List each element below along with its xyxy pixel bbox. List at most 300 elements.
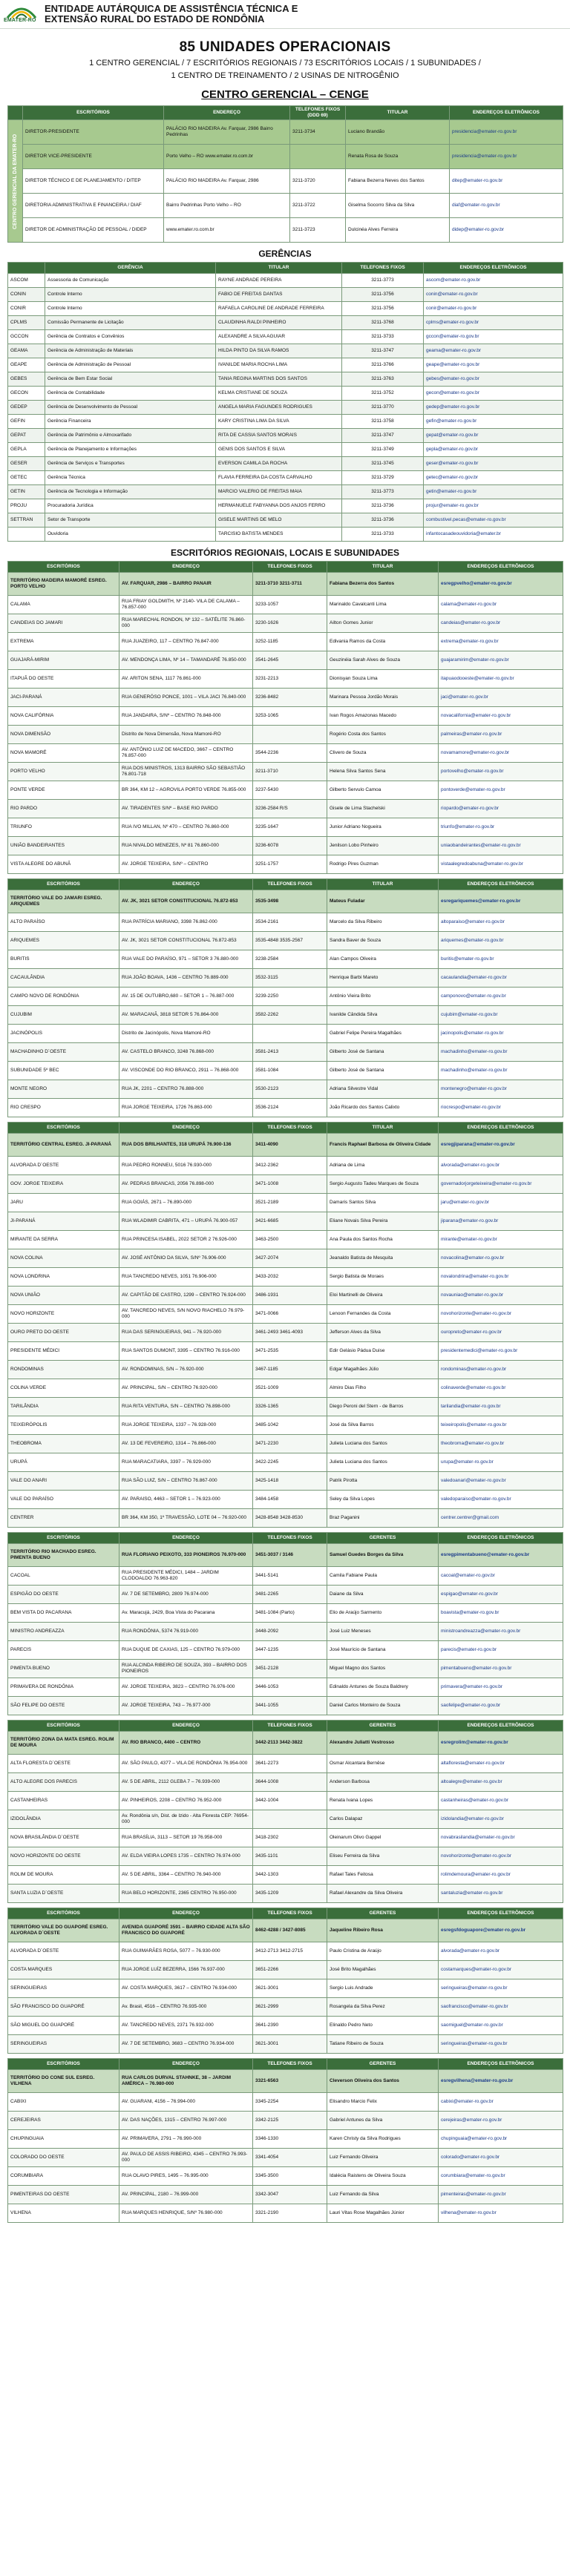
gerencia-holder: IVANILDE MARIA ROCHA LIMA: [216, 358, 342, 372]
local-office-address: RUA OLAVO PIRES, 1495 – 76.995-000: [119, 2167, 253, 2186]
gerencia-email: getec@emater-ro.gov.br: [424, 471, 563, 485]
gerencia-name: Controle Interno: [45, 302, 216, 316]
gerencia-holder: ANGELA MARIA FAGUNDES RODRIGUES: [216, 401, 342, 415]
gerencia-phone: 3211-3745: [342, 457, 424, 471]
regional-header-col: GERENTES: [327, 1533, 439, 1544]
regional-header-col: TELEFONES FIXOS: [253, 879, 327, 890]
local-office-phone: 3233-1057: [253, 596, 327, 614]
local-office-office: PIMENTEIRAS DO OESTE: [8, 2186, 119, 2204]
regional-office-holder: Cleverson Oliveira dos Santos: [327, 2070, 439, 2093]
gerencia-email: combustivel.pecas@emater-ro.gov.br: [424, 513, 563, 528]
local-office-email: camponovo@emater-ro.gov.br: [439, 988, 563, 1006]
local-office-office: SUBUNIDADE 5º BEC: [8, 1062, 119, 1080]
gerencia-row: [8, 274, 563, 288]
local-office-row: [8, 744, 563, 763]
local-office-row: [8, 932, 563, 950]
gerencia-row: [8, 485, 563, 499]
local-office-row: [8, 1212, 563, 1231]
local-office-row: [8, 1586, 563, 1604]
regional-header-col: TITULAR: [327, 1123, 439, 1134]
local-office-row: [8, 670, 563, 689]
gerencia-row: [8, 513, 563, 528]
cenge-holder: Giselma Socorro Silva da Silva: [346, 194, 450, 218]
local-office-email: alvorada@emater-ro.gov.br: [439, 1942, 563, 1961]
local-office-row: [8, 818, 563, 837]
local-office-address: AV. SÃO PAULO, 4377 – VILA DE RONDÔNIA 76.954-000: [119, 1755, 253, 1773]
local-office-row: [8, 1792, 563, 1810]
org-title-line1: ENTIDADE AUTÁRQUICA DE ASSISTÊNCIA TÉCNICA E: [45, 3, 298, 14]
local-office-address: AV. CAPITÃO DE CASTRO, 1299 – CENTRO 76.924-000: [119, 1287, 253, 1305]
regional-office-email: esregariquemes@emater-ro.gov.br: [439, 890, 563, 913]
local-office-email: cerejeiras@emater-ro.gov.br: [439, 2112, 563, 2130]
local-office-office: CACAULÂNDIA: [8, 969, 119, 988]
local-office-holder: Gilberto José de Santana: [327, 1062, 439, 1080]
local-office-email: buritis@emater-ro.gov.br: [439, 950, 563, 969]
local-office-address: AV. JORGE TEIXEIRA, 3823 – CENTRO 76.976-000: [119, 1678, 253, 1697]
local-office-holder: Junior Adriano Nogueira: [327, 818, 439, 837]
local-office-address: RUA RONDÔNIA, 5374 76.919-000: [119, 1623, 253, 1641]
local-office-holder: Gabriel Felipe Pereira Magalhães: [327, 1025, 439, 1043]
local-office-office: CENTRER: [8, 1509, 119, 1528]
local-office-row: [8, 1810, 563, 1829]
local-office-row: [8, 2167, 563, 2186]
local-office-office: URUPÁ: [8, 1453, 119, 1472]
regional-header-col: ESCRITÓRIOS: [8, 1721, 119, 1732]
local-office-row: [8, 689, 563, 707]
local-office-holder: Daniel Carlos Monteiro de Souza: [327, 1697, 439, 1715]
local-office-row: [8, 1678, 563, 1697]
regional-office-phone: 3411-4090: [253, 1134, 327, 1157]
gerencia-phone: 3211-3752: [342, 387, 424, 401]
local-office-holder: Elio de Araújo Sarmento: [327, 1604, 439, 1623]
local-office-phone: 3236-2584 R/S: [253, 800, 327, 818]
local-office-office: BURITIS: [8, 950, 119, 969]
local-office-email: novauniao@emater-ro.gov.br: [439, 1287, 563, 1305]
local-office-office: JARU: [8, 1194, 119, 1212]
local-office-holder: Sandra Baver de Souza: [327, 932, 439, 950]
local-office-row: [8, 651, 563, 670]
local-office-address: AV. DAS NAÇÕES, 1315 – CENTRO 76.997-000: [119, 2112, 253, 2130]
local-office-phone: 3252-1185: [253, 633, 327, 651]
regional-office-email: esregvilhena@emater-ro.gov.br: [439, 2070, 563, 2093]
local-office-row: [8, 1194, 563, 1212]
gerencia-phone: 3211-3749: [342, 443, 424, 457]
units-line1: 1 CENTRO GERENCIAL / 7 ESCRITÓRIOS REGIONAIS / 73 ESCRITÓRIOS LOCAIS / 1 SUBUNIDADES /: [89, 59, 481, 68]
regional-thead: [8, 879, 563, 890]
regional-office-office: TERRITÓRIO CENTRAL ESREG. JI-PARANÁ: [8, 1134, 119, 1157]
local-office-row: [8, 1604, 563, 1623]
cenge-office: DIRETORIA ADMINISTRATIVA E FINANCEIRA / DIAF: [23, 194, 164, 218]
local-office-row: [8, 988, 563, 1006]
local-office-phone: 3467-1185: [253, 1361, 327, 1379]
local-office-email: pimentabueno@emater-ro.gov.br: [439, 1660, 563, 1678]
gerencia-code: GECON: [8, 387, 45, 401]
cenge-email: presidencia@emater-ro.gov.br: [450, 145, 563, 169]
local-office-email: jiparana@emater-ro.gov.br: [439, 1212, 563, 1231]
regional-office-office: TERRITÓRIO VALE DO GUAPORÉ ESREG. ALVORADA D´OESTE: [8, 1919, 119, 1942]
local-office-address: AV. GUARANI, 4156 – 76.994-000: [119, 2093, 253, 2112]
local-office-holder: Gilberto Servulo Camoa: [327, 781, 439, 800]
local-office-email: saomiguel@emater-ro.gov.br: [439, 2017, 563, 2035]
local-office-address: RUA JORGE TEIXEIRA, 1726 76.863-000: [119, 1099, 253, 1117]
org-title: [45, 4, 298, 24]
regional-office-row: [8, 2070, 563, 2093]
regional-office-row: [8, 1919, 563, 1942]
regional-header-col: ENDEREÇOS ELETRÔNICOS: [439, 1721, 563, 1732]
gerencia-phone: 3211-3766: [342, 358, 424, 372]
gerencia-phone: 3211-3756: [342, 302, 424, 316]
local-office-phone: 3441-5141: [253, 1567, 327, 1586]
local-office-office: COLORADO DO OESTE: [8, 2149, 119, 2167]
regional-header-col: ENDEREÇOS ELETRÔNICOS: [439, 1123, 563, 1134]
local-office-row: [8, 1231, 563, 1249]
regional-office-office: TERRITÓRIO ZONA DA MATA ESREG. ROLIM DE MOURA: [8, 1732, 119, 1755]
local-office-office: MACHADINHO D´OESTE: [8, 1043, 119, 1062]
cenge-table: [7, 105, 563, 243]
local-office-holder: Seley da Silva Lopes: [327, 1491, 439, 1509]
local-office-holder: Clivero de Souza: [327, 744, 439, 763]
local-office-office: CALAMA: [8, 596, 119, 614]
local-office-office: NOVA LONDRINA: [8, 1268, 119, 1287]
local-office-holder: Julieta Luciana dos Santos: [327, 1453, 439, 1472]
regional-header-col: ENDEREÇO: [119, 1908, 253, 1919]
gerencia-row: [8, 457, 563, 471]
local-office-address: RUA IVO MILLAN, Nº 470 – CENTRO 76.860-000: [119, 818, 253, 837]
gerencia-code: ASCOM: [8, 274, 45, 288]
local-office-office: TRIUNFO: [8, 818, 119, 837]
local-office-email: castanheiras@emater-ro.gov.br: [439, 1792, 563, 1810]
local-office-email: calama@emater-ro.gov.br: [439, 596, 563, 614]
local-office-office: GOV. JORGE TEIXEIRA: [8, 1175, 119, 1194]
cenge-phone: 3211-3722: [290, 194, 346, 218]
local-office-holder: Eliseu Ferreira da Silva: [327, 1847, 439, 1866]
local-office-phone: 3484-1458: [253, 1491, 327, 1509]
local-office-office: PONTE VERDE: [8, 781, 119, 800]
local-office-holder: Edinaldo Antunes de Souza Baldrery: [327, 1678, 439, 1697]
regional-header-col: ESCRITÓRIOS: [8, 879, 119, 890]
local-office-holder: Marinara Pessoa Jordão Morais: [327, 689, 439, 707]
local-office-office: TEIXEIRÓPOLIS: [8, 1416, 119, 1435]
local-office-email: parecis@emater-ro.gov.br: [439, 1641, 563, 1660]
gerencia-code: [8, 528, 45, 542]
gerencia-phone: 3211-3747: [342, 429, 424, 443]
local-office-row: [8, 1006, 563, 1025]
local-office-row: [8, 2186, 563, 2204]
local-office-holder: Gilberto José de Santana: [327, 1043, 439, 1062]
cenge-header-col: ENDEREÇOS ELETRÔNICOS: [450, 106, 563, 120]
local-office-address: RUA GOIÁS, 2671 – 76.890-000: [119, 1194, 253, 1212]
gerencia-phone: 3211-3773: [342, 485, 424, 499]
regional-header-col: ENDEREÇO: [119, 1721, 253, 1732]
cenge-header-col: ENDEREÇO: [164, 106, 290, 120]
cenge-row: [8, 194, 563, 218]
local-office-address: AV. TIRADENTES S/Nº – BASE RIO PARDO: [119, 800, 253, 818]
local-office-email: chupinguaia@emater-ro.gov.br: [439, 2130, 563, 2149]
local-office-address: RUA PATRÍCIA MARIANO, 3398 76.862-000: [119, 913, 253, 932]
local-office-office: ALTO PARAÍSO: [8, 913, 119, 932]
gerencia-email: cplms@emater-ro.gov.br: [424, 316, 563, 330]
local-office-row: [8, 1509, 563, 1528]
local-office-address: RUA FRIAY GOLDMITH, Nº 2140- VILA DE CALAMA – 76.857-000: [119, 596, 253, 614]
local-office-office: PIMENTA BUENO: [8, 1660, 119, 1678]
local-office-row: [8, 1435, 563, 1453]
regional-header-col: GERENTES: [327, 2059, 439, 2070]
local-office-phone: 3447-1235: [253, 1641, 327, 1660]
regional-office-phone: 3211-3710 3211-3711: [253, 573, 327, 596]
regional-office-row: [8, 890, 563, 913]
local-office-row: [8, 950, 563, 969]
regional-title: ESCRITÓRIOS REGIONAIS, LOCAIS E SUBUNIDADES: [170, 548, 400, 558]
local-office-address: RUA PRESIDENTE MÉDICI, 1484 – JARDIM CLODOALDO 76.963-820: [119, 1567, 253, 1586]
local-office-row: [8, 2130, 563, 2149]
local-office-office: ROLIM DE MOURA: [8, 1866, 119, 1885]
local-office-holder: Rafael Alexandre da Silva Oliveira: [327, 1885, 439, 1903]
gerencia-holder: RITA DE CASSIA SANTOS MORAIS: [216, 429, 342, 443]
local-office-office: SANTA LUZIA D´OESTE: [8, 1885, 119, 1903]
regional-header-col: ESCRITÓRIOS: [8, 2059, 119, 2070]
gerencia-name: Gerência de Administração de Materiais: [45, 344, 216, 358]
local-office-row: [8, 1080, 563, 1099]
cenge-header-row: [8, 106, 563, 120]
regional-office-addr: RUA FLORIANO PEIXOTO, 333 PIONEIROS 76.970-000: [119, 1544, 253, 1567]
local-office-phone: 3534-2161: [253, 913, 327, 932]
regional-office-office: TERRITÓRIO DO CONE SUL ESREG. VILHENA: [8, 2070, 119, 2093]
gerencia-email: infantocasadeouvidoria@emater.br: [424, 528, 563, 542]
regional-header-col: TELEFONES FIXOS: [253, 1908, 327, 1919]
local-office-email: jacinopolis@emater-ro.gov.br: [439, 1025, 563, 1043]
local-office-office: RIO CRESPO: [8, 1099, 119, 1117]
regional-table: [7, 561, 563, 874]
local-office-phone: 3321-2190: [253, 2204, 327, 2223]
local-office-office: CEREJEIRAS: [8, 2112, 119, 2130]
units-count: 85 UNIDADES OPERACIONAIS: [179, 39, 391, 55]
local-office-row: [8, 1025, 563, 1043]
regional-header-col: ENDEREÇOS ELETRÔNICOS: [439, 2059, 563, 2070]
local-office-office: RONDOMINAS: [8, 1361, 119, 1379]
local-office-office: ITAPUÃ DO OESTE: [8, 670, 119, 689]
local-office-row: [8, 726, 563, 744]
local-office-row: [8, 2112, 563, 2130]
local-office-office: CASTANHEIRAS: [8, 1792, 119, 1810]
local-office-holder: Oleinarum Olivo Gappel: [327, 1829, 439, 1847]
local-office-address: RUA JUAZEIRO, 117 – CENTRO 76.847-000: [119, 633, 253, 651]
gerencia-name: Setor de Transporte: [45, 513, 216, 528]
local-office-holder: Ivan Rogos Amazonas Macedo: [327, 707, 439, 726]
local-office-holder: Anderson Barbosa: [327, 1773, 439, 1792]
local-office-office: VALE DO PARAÍSO: [8, 1491, 119, 1509]
local-office-row: [8, 1043, 563, 1062]
regional-header-row: [8, 879, 563, 890]
local-office-holder: João Ricardo dos Santos Calixto: [327, 1099, 439, 1117]
local-office-email: guajaramirim@emater-ro.gov.br: [439, 651, 563, 670]
local-office-email: saofelipe@emater-ro.gov.br: [439, 1697, 563, 1715]
regional-table: [7, 1532, 563, 1715]
local-office-holder: Lauri Vitas Rose Magalhães Júnior: [327, 2204, 439, 2223]
local-office-email: riocrespo@emater-ro.gov.br: [439, 1099, 563, 1117]
regional-office-office: TERRITÓRIO RIO MACHADO ESREG. PIMENTA BUENO: [8, 1544, 119, 1567]
regional-office-addr: RUA DOS BRILHANTES, 318 URUPÁ 76.900-136: [119, 1134, 253, 1157]
cenge-row: [8, 120, 563, 145]
local-office-phone: [253, 1025, 327, 1043]
local-office-email: cujubim@emater-ro.gov.br: [439, 1006, 563, 1025]
gerencia-row: [8, 344, 563, 358]
local-office-email: riopardo@emater-ro.gov.br: [439, 800, 563, 818]
local-office-phone: 3251-1757: [253, 855, 327, 874]
gerencias-title: GERÊNCIAS: [258, 249, 312, 259]
regional-office-addr: AV. FARQUAR, 2986 – BAIRRO PANAIR: [119, 573, 253, 596]
local-office-office: CUJUBIM: [8, 1006, 119, 1025]
local-office-address: AV. 5 DE ABRIL, 2112 GLEBA 7 – 76.939-000: [119, 1773, 253, 1792]
local-office-office: ESPIGÃO DO OESTE: [8, 1586, 119, 1604]
gerencia-row: [8, 302, 563, 316]
regional-thead: [8, 2059, 563, 2070]
cenge-header-col: ESCRITÓRIOS: [23, 106, 164, 120]
local-office-office: SERINGUEIRAS: [8, 1979, 119, 1998]
local-office-address: AV. PRINCIPAL, 2180 – 76.999-000: [119, 2186, 253, 2204]
cenge-addr: PALÁCIO RIO MADEIRA Av. Farquar, 2986 Bairro Pedrinhas: [164, 120, 290, 145]
local-office-row: [8, 1361, 563, 1379]
local-office-holder: Marinaldo Cavalcanti Lima: [327, 596, 439, 614]
local-office-address: AV. JOSÉ ANTÔNIO DA SILVA, S/Nº 76.906-000: [119, 1249, 253, 1268]
local-office-holder: Paulo Cristina de Araújo: [327, 1942, 439, 1961]
gerencia-code: GEAMA: [8, 344, 45, 358]
local-office-phone: 3446-1053: [253, 1678, 327, 1697]
local-office-holder: Helena Silva Santos Sena: [327, 763, 439, 781]
local-office-phone: 3644-1008: [253, 1773, 327, 1792]
gerencia-row: [8, 387, 563, 401]
local-office-holder: Damaris Santos Silva: [327, 1194, 439, 1212]
local-office-email: machadinho@emater-ro.gov.br: [439, 1062, 563, 1080]
local-office-row: [8, 1062, 563, 1080]
local-office-phone: 3239-2250: [253, 988, 327, 1006]
local-office-holder: Ivanilde Cândida Silva: [327, 1006, 439, 1025]
local-office-address: BR 364, KM 350, 1º TRAVESSÃO, LOTE 04 – 76.920-000: [119, 1509, 253, 1528]
local-office-address: AV. VISCONDE DO RIO BRANCO, 2911 – 76.868-000: [119, 1062, 253, 1080]
local-office-address: AV. JORGE TEIXEIRA, S/Nº – CENTRO: [119, 855, 253, 874]
local-office-address: RUA SANTOS DUMONT, 3395 – CENTRO 76.916-000: [119, 1342, 253, 1361]
gerencia-holder: GENIS DOS SANTOS E SILVA: [216, 443, 342, 457]
regional-header-col: TELEFONES FIXOS: [253, 1533, 327, 1544]
gerencia-phone: 3211-3768: [342, 316, 424, 330]
local-office-phone: [253, 1810, 327, 1829]
local-office-holder: Eloi Martinelli de Oliveira: [327, 1287, 439, 1305]
local-office-phone: 3345-3500: [253, 2167, 327, 2186]
gerencia-email: geser@emater-ro.gov.br: [424, 457, 563, 471]
local-office-phone: 3471-2230: [253, 1435, 327, 1453]
gerencia-phone: 3211-3763: [342, 372, 424, 387]
regional-header-col: ESCRITÓRIOS: [8, 1123, 119, 1134]
regional-office-holder: Mateus Fuladar: [327, 890, 439, 913]
gerencia-email: conin@emater-ro.gov.br: [424, 288, 563, 302]
gerencia-name: Gerência de Contabilidade: [45, 387, 216, 401]
local-office-address: Distrito de Jacinópolis, Nova Mamoré-RO: [119, 1025, 253, 1043]
logo-text: EMATER-RO: [4, 18, 36, 23]
cenge-addr: Bairro Pedrinhas Porto Velho – RO: [164, 194, 290, 218]
local-office-office: SÃO FELIPE DO OESTE: [8, 1697, 119, 1715]
regional-office-phone: 3321-6563: [253, 2070, 327, 2093]
gerencia-name: Comissão Permanente de Licitação: [45, 316, 216, 330]
local-office-office: ALTO ALEGRE DOS PARECIS: [8, 1773, 119, 1792]
gerencia-code: CONIR: [8, 302, 45, 316]
local-office-address: AV. PINHEIROS, 2208 – CENTRO 76.952-000: [119, 1792, 253, 1810]
local-office-email: novamamore@emater-ro.gov.br: [439, 744, 563, 763]
gerencia-row: [8, 330, 563, 344]
local-office-phone: 3435-1209: [253, 1885, 327, 1903]
local-office-row: [8, 800, 563, 818]
regional-table: [7, 1720, 563, 1903]
local-office-email: rondominas@emater-ro.gov.br: [439, 1361, 563, 1379]
gerencia-name: Ouvidoria: [45, 528, 216, 542]
local-office-office: IZIDOLÂNDIA: [8, 1810, 119, 1829]
local-office-office: OURO PRETO DO OESTE: [8, 1324, 119, 1342]
local-office-address: AV. PRIMAVERA, 2791 – 76.990-000: [119, 2130, 253, 2149]
local-office-office: ALVORADA D´OESTE: [8, 1157, 119, 1175]
gerencia-email: gebes@emater-ro.gov.br: [424, 372, 563, 387]
local-office-phone: 3521-2189: [253, 1194, 327, 1212]
local-office-address: RUA BRASÍLIA, 3113 – SETOR 19 76.958-000: [119, 1829, 253, 1847]
local-office-office: MINISTRO ANDREAZZA: [8, 1623, 119, 1641]
local-office-office: NOVA DIMENSÃO: [8, 726, 119, 744]
local-office-row: [8, 1287, 563, 1305]
local-office-phone: 3582-2262: [253, 1006, 327, 1025]
local-office-row: [8, 969, 563, 988]
local-office-office: RIO PARDO: [8, 800, 119, 818]
local-office-row: [8, 781, 563, 800]
local-office-holder: Elinaldo Pedro Neto: [327, 2017, 439, 2035]
local-office-holder: Luiz Fernando Oliveira: [327, 2149, 439, 2167]
local-office-office: VISTA ALEGRE DO ABUNÃ: [8, 855, 119, 874]
local-office-email: triunfo@emater-ro.gov.br: [439, 818, 563, 837]
local-office-office: CAMPO NOVO DE RONDÔNIA: [8, 988, 119, 1006]
regional-office-row: [8, 1134, 563, 1157]
local-office-address: RUA GENERÓSO PONCE, 1001 – VILA JACI 76.840-000: [119, 689, 253, 707]
local-office-address: AV. 7 DE SETEMBRO, 3683 – CENTRO 76.934-000: [119, 2035, 253, 2054]
gerencia-email: gecon@emater-ro.gov.br: [424, 387, 563, 401]
local-office-address: AV. MENDONÇA LIMA, Nº 14 – TAMANDARÉ 76.850-000: [119, 651, 253, 670]
regional-header-col: ENDEREÇO: [119, 2059, 253, 2070]
regional-table: [7, 878, 563, 1117]
local-office-address: AV. ELDA VIEIRA LOPES 1735 – CENTRO 76.974-000: [119, 1847, 253, 1866]
local-office-row: [8, 1268, 563, 1287]
local-office-address: AV. ARITON SENA, 1117 76.861-000: [119, 670, 253, 689]
regional-thead: [8, 562, 563, 573]
local-office-row: [8, 2149, 563, 2167]
local-office-email: jaci@emater-ro.gov.br: [439, 689, 563, 707]
local-office-holder: Karen Christy da Silva Rodrigues: [327, 2130, 439, 2149]
local-office-holder: Osmar Alcantara Bernêse: [327, 1755, 439, 1773]
local-office-row: [8, 1641, 563, 1660]
gerencias-table: [7, 262, 563, 542]
local-office-email: novacalifornia@emater-ro.gov.br: [439, 707, 563, 726]
regional-header-col: ESCRITÓRIOS: [8, 1533, 119, 1544]
local-office-office: COLINA VERDE: [8, 1379, 119, 1398]
regional-office-row: [8, 573, 563, 596]
regional-office-holder: Jaqueline Ribeiro Rosa: [327, 1919, 439, 1942]
local-office-office: MIRANTE DA SERRA: [8, 1231, 119, 1249]
local-office-phone: 3544-2236: [253, 744, 327, 763]
local-office-phone: 3442-1004: [253, 1792, 327, 1810]
gerencia-row: [8, 401, 563, 415]
gerencia-code: PROJU: [8, 499, 45, 513]
local-office-holder: Rodrigo Pires Guzman: [327, 855, 439, 874]
regional-office-addr: AV. JK, 3021 SETOR CONSTITUCIONAL 76.872-853: [119, 890, 253, 913]
regional-header-col: ESCRITÓRIOS: [8, 562, 119, 573]
local-office-address: RUA MARECHAL RONDON, Nº 132 – SATÉLITE 76.860-000: [119, 614, 253, 633]
local-office-address: RUA GUIMARÃES ROSA, 5077 – 76.930-000: [119, 1942, 253, 1961]
local-office-address: AV. 7 DE SETEMBRO, 2809 76.974-000: [119, 1586, 253, 1604]
cenge-office: DIRETOR DE ADMINISTRAÇÃO DE PESSOAL / DIDEP: [23, 218, 164, 243]
page-header: [0, 0, 570, 29]
